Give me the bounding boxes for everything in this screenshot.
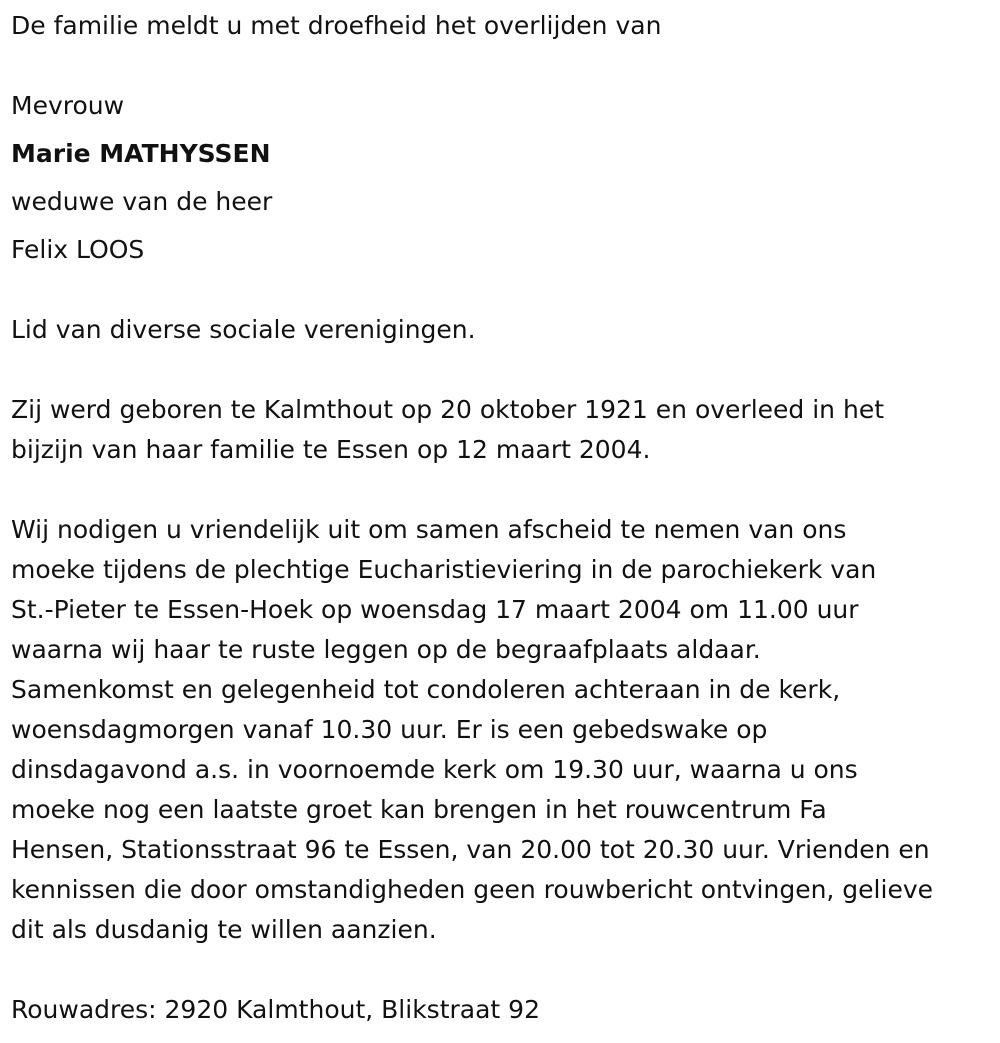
spouse-name: Felix LOOS [11, 235, 145, 264]
paragraph-line: moeke tijdens de plechtige Eucharistieviering in de parochiekerk van [11, 555, 877, 584]
paragraph-line: Samenkomst en gelegenheid tot condoleren achteraan in de kerk, [11, 675, 841, 704]
honorific: Mevrouw [11, 91, 125, 120]
paragraph-line: Wij nodigen u vriendelijk uit om samen afscheid te nemen van ons [11, 515, 847, 544]
intro-text: De familie meldt u met droefheid het overlijden van [11, 11, 662, 40]
relation-text: weduwe van de heer [11, 187, 273, 216]
mourning-address: Rouwadres: 2920 Kalmthout, Blikstraat 92 [11, 995, 540, 1024]
ceremony-paragraph [11, 510, 996, 950]
paragraph-line: moeke nog een laatste groet kan brengen in het rouwcentrum Fa [11, 795, 827, 824]
paragraph-line: bijzijn van haar familie te Essen op 12 maart 2004. [11, 435, 651, 464]
deceased-name: Marie MATHYSSEN [11, 139, 271, 168]
paragraph-line: St.-Pieter te Essen-Hoek op woensdag 17 maart 2004 om 11.00 uur [11, 595, 859, 624]
membership-text: Lid van diverse sociale verenigingen. [11, 315, 476, 344]
paragraph-line: Zij werd geboren te Kalmthout op 20 oktober 1921 en overleed in het [11, 395, 884, 424]
paragraph-line: dinsdagavond a.s. in voornoemde kerk om 19.30 uur, waarna u ons [11, 755, 858, 784]
paragraph-line: kennissen die door omstandigheden geen rouwbericht ontvingen, gelieve [11, 875, 934, 904]
birth-death-paragraph [11, 390, 996, 470]
paragraph-line: waarna wij haar te ruste leggen op de begraafplaats aldaar. [11, 635, 761, 664]
paragraph-line: Hensen, Stationsstraat 96 te Essen, van 20.00 tot 20.30 uur. Vrienden en [11, 835, 930, 864]
paragraph-line: dit als dusdanig te willen aanzien. [11, 915, 437, 944]
paragraph-line: woensdagmorgen vanaf 10.30 uur. Er is een gebedswake op [11, 715, 768, 744]
